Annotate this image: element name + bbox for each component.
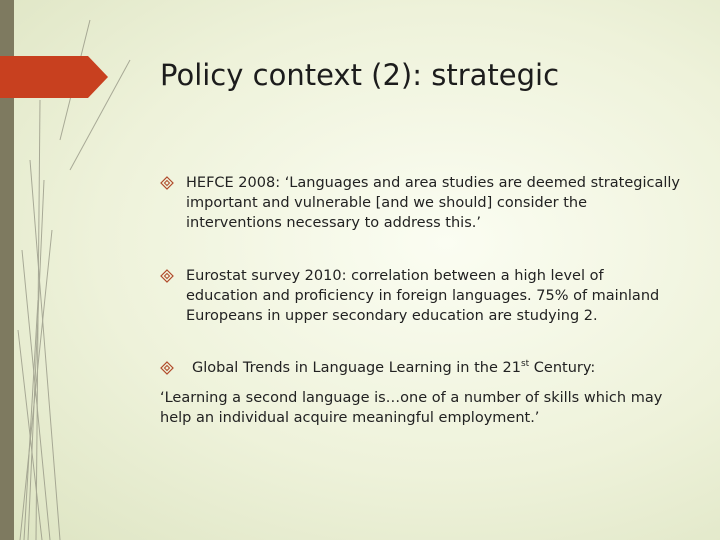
bullet-eurostat [160,266,680,326]
bullet-text: Eurostat survey 2010: correlation between a high level of education and proficiency in foreign languages. 75% of mainland Europeans in upper secondary education are studying 2. [186,268,660,324]
title-accent-tab [0,56,108,98]
diamond-bullet-icon [160,269,174,283]
bullet-text-before: Global Trends in Language Learning in the 21 [192,360,521,376]
slide-title: Policy context (2): strategic [160,58,560,92]
diamond-bullet-icon [160,361,174,375]
bullet-text-after: Century: [529,360,596,376]
bullet-hefce [160,173,680,233]
bullet-text: HEFCE 2008: ‘Languages and area studies are deemed strategically important and vulnerable [and we should] consider the interventions necessary to address this.’ [186,175,680,231]
bullet-text [192,358,680,378]
diamond-bullet-icon [160,176,174,190]
bullet-global-trends [160,358,680,378]
quote-text: ‘Learning a second language is…one of a number of skills which may help an individual acquire meaningful employment.’ [160,390,663,426]
ordinal-superscript: st [520,359,530,370]
